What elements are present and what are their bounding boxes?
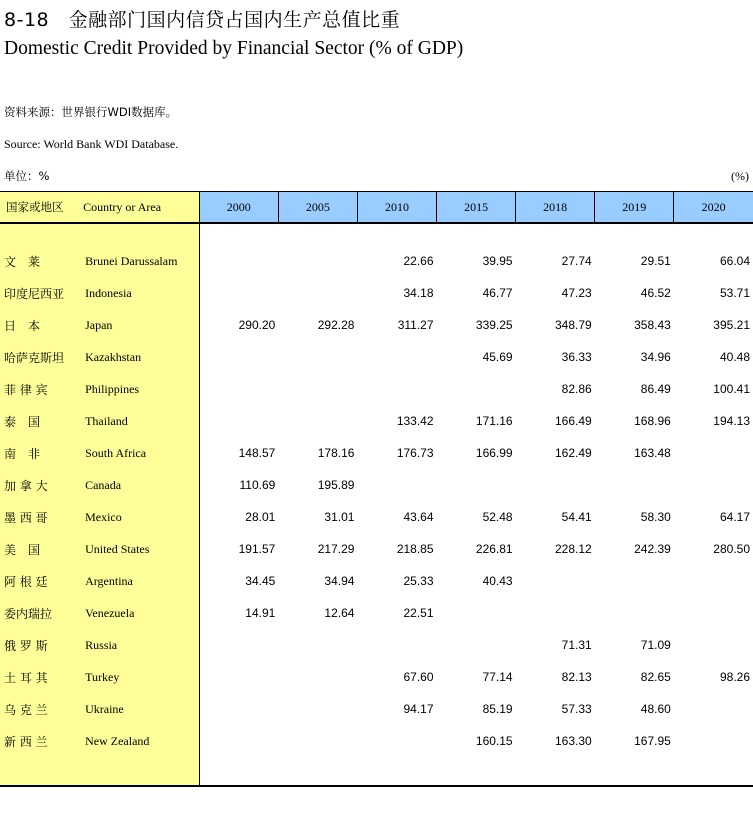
value-cell: 98.26 <box>719 670 750 684</box>
table-row <box>0 437 753 469</box>
value-cell: 110.69 <box>239 478 276 492</box>
value-cell: 194.13 <box>713 414 750 428</box>
country-name-en: Japan <box>82 309 199 341</box>
country-name-cn: 印度尼西亚 <box>0 277 82 309</box>
value-cell <box>278 245 357 277</box>
country-name-en: Brunei Darussalam <box>82 245 199 277</box>
country-name-en: New Zealand <box>82 725 199 757</box>
value-cell <box>595 597 674 629</box>
value-cell: 14.91 <box>245 606 276 620</box>
unit-label: 单位：% <box>4 169 50 183</box>
value-cell: 290.20 <box>238 318 276 332</box>
country-name-cn: 俄 罗 斯 <box>0 629 82 661</box>
value-cell: 163.48 <box>634 446 671 460</box>
value-cell: 195.89 <box>317 478 355 492</box>
value-cell: 166.49 <box>555 414 592 428</box>
country-name-en: Kazakhstan <box>82 341 199 373</box>
value-cell <box>357 341 436 373</box>
header-country-cn: 国家或地区 <box>0 192 82 224</box>
spacer-cell <box>199 757 753 786</box>
value-cell: 191.57 <box>238 542 276 556</box>
table-row <box>0 597 753 629</box>
value-cell: 94.17 <box>403 702 434 716</box>
value-cell: 171.16 <box>475 414 513 428</box>
value-cell <box>278 725 357 757</box>
value-cell: 46.77 <box>482 286 513 300</box>
table-row <box>0 661 753 693</box>
value-cell <box>278 629 357 661</box>
value-cell: 12.64 <box>324 606 355 620</box>
country-name-en: Thailand <box>82 405 199 437</box>
spacer-cell <box>82 757 199 786</box>
country-name-cn: 新 西 兰 <box>0 725 82 757</box>
country-name-en: Philippines <box>82 373 199 405</box>
value-cell: 242.39 <box>634 542 671 556</box>
value-cell <box>674 725 753 757</box>
value-cell <box>437 373 516 405</box>
value-cell: 160.15 <box>475 734 513 748</box>
value-cell: 85.19 <box>482 702 513 716</box>
value-cell <box>278 341 357 373</box>
value-cell: 48.60 <box>640 702 671 716</box>
value-cell: 39.95 <box>482 254 513 268</box>
value-cell <box>674 469 753 501</box>
header-year: 2015 <box>437 192 516 224</box>
header-row <box>0 192 753 224</box>
value-cell <box>357 629 436 661</box>
country-name-cn: 委内瑞拉 <box>0 597 82 629</box>
value-cell: 47.23 <box>561 286 592 300</box>
value-cell: 52.48 <box>482 510 513 524</box>
value-cell: 86.49 <box>640 382 671 396</box>
value-cell: 178.16 <box>317 446 355 460</box>
page-title-cn: 8-18 金融部门国内信贷占国内生产总值比重 <box>4 9 401 31</box>
value-cell: 27.74 <box>561 254 592 268</box>
value-cell: 228.12 <box>555 542 592 556</box>
country-name-en: Venezuela <box>82 597 199 629</box>
value-cell: 25.33 <box>403 574 434 588</box>
country-name-cn: 文 莱 <box>0 245 82 277</box>
country-name-en: Mexico <box>82 501 199 533</box>
table-row <box>0 629 753 661</box>
unit-symbol: (%) <box>731 169 749 183</box>
value-cell <box>674 629 753 661</box>
value-cell <box>674 437 753 469</box>
value-cell: 176.73 <box>396 446 434 460</box>
value-cell: 100.41 <box>713 382 750 396</box>
value-cell <box>278 373 357 405</box>
value-cell: 133.42 <box>396 414 434 428</box>
value-cell: 82.86 <box>561 382 592 396</box>
value-cell <box>199 405 278 437</box>
country-name-en: Canada <box>82 469 199 501</box>
value-cell: 36.33 <box>561 350 592 364</box>
country-name-cn: 菲 律 宾 <box>0 373 82 405</box>
value-cell: 77.14 <box>482 670 513 684</box>
value-cell: 58.30 <box>640 510 671 524</box>
value-cell <box>199 693 278 725</box>
value-cell: 166.99 <box>475 446 513 460</box>
value-cell: 167.95 <box>634 734 671 748</box>
country-name-en: Argentina <box>82 565 199 597</box>
value-cell <box>199 245 278 277</box>
value-cell: 22.66 <box>403 254 434 268</box>
value-cell <box>437 469 516 501</box>
header-country-en: Country or Area <box>82 192 199 224</box>
value-cell <box>516 469 595 501</box>
value-cell <box>278 661 357 693</box>
table-row <box>0 469 753 501</box>
value-cell <box>199 341 278 373</box>
credit-table <box>0 191 753 787</box>
table-row <box>0 277 753 309</box>
value-cell: 395.21 <box>713 318 750 332</box>
value-cell <box>199 277 278 309</box>
table-row <box>0 405 753 437</box>
value-cell: 34.45 <box>245 574 276 588</box>
value-cell: 168.96 <box>634 414 671 428</box>
country-name-cn: 墨 西 哥 <box>0 501 82 533</box>
value-cell: 45.69 <box>482 350 513 364</box>
value-cell: 311.27 <box>397 318 434 332</box>
value-cell <box>595 469 674 501</box>
value-cell <box>278 693 357 725</box>
value-cell: 46.52 <box>640 286 671 300</box>
value-cell <box>199 373 278 405</box>
table-row <box>0 533 753 565</box>
value-cell <box>278 405 357 437</box>
value-cell: 28.01 <box>245 510 276 524</box>
country-name-cn: 美 国 <box>0 533 82 565</box>
table-row <box>0 725 753 757</box>
value-cell: 218.85 <box>396 542 434 556</box>
value-cell: 66.04 <box>719 254 750 268</box>
value-cell: 82.13 <box>561 670 592 684</box>
value-cell: 217.29 <box>317 542 355 556</box>
table-end-row <box>0 757 753 786</box>
value-cell <box>199 629 278 661</box>
country-name-cn: 加 拿 大 <box>0 469 82 501</box>
value-cell: 292.28 <box>317 318 355 332</box>
value-cell: 53.71 <box>719 286 750 300</box>
table-row <box>0 693 753 725</box>
header-year: 2010 <box>357 192 436 224</box>
table-row <box>0 501 753 533</box>
value-cell <box>199 725 278 757</box>
value-cell: 29.51 <box>640 254 671 268</box>
page-title-en: Domestic Credit Provided by Financial Sector (% of GDP) <box>4 38 464 59</box>
header-year: 2020 <box>674 192 753 224</box>
country-name-cn: 哈萨克斯坦 <box>0 341 82 373</box>
value-cell: 163.30 <box>555 734 592 748</box>
table-row <box>0 373 753 405</box>
table-row <box>0 341 753 373</box>
country-name-cn: 阿 根 廷 <box>0 565 82 597</box>
value-cell: 22.51 <box>403 606 434 620</box>
value-cell: 34.18 <box>403 286 434 300</box>
country-name-en: Russia <box>82 629 199 661</box>
value-cell <box>516 597 595 629</box>
source-note-cn: 资料来源：世界银行WDI数据库。 <box>4 105 178 119</box>
value-cell: 82.65 <box>640 670 671 684</box>
country-name-en: Turkey <box>82 661 199 693</box>
country-name-en: Indonesia <box>82 277 199 309</box>
country-name-en: Ukraine <box>82 693 199 725</box>
value-cell: 71.31 <box>561 638 592 652</box>
value-cell <box>437 629 516 661</box>
value-cell: 348.79 <box>555 318 592 332</box>
country-name-cn: 南 非 <box>0 437 82 469</box>
value-cell: 64.17 <box>719 510 750 524</box>
value-cell <box>357 469 436 501</box>
country-name-cn: 泰 国 <box>0 405 82 437</box>
country-name-cn: 乌 克 兰 <box>0 693 82 725</box>
value-cell: 54.41 <box>561 510 592 524</box>
value-cell <box>595 565 674 597</box>
value-cell: 67.60 <box>403 670 434 684</box>
value-cell: 40.43 <box>482 574 513 588</box>
value-cell <box>674 693 753 725</box>
value-cell: 339.25 <box>475 318 513 332</box>
value-cell <box>437 597 516 629</box>
value-cell <box>357 373 436 405</box>
header-year: 2005 <box>278 192 357 224</box>
value-cell: 34.96 <box>640 350 671 364</box>
country-name-en: United States <box>82 533 199 565</box>
value-cell <box>357 725 436 757</box>
value-cell: 43.64 <box>403 510 434 524</box>
spacer-cell <box>0 223 82 245</box>
header-year: 2019 <box>595 192 674 224</box>
country-name-cn: 日 本 <box>0 309 82 341</box>
spacer-cell <box>82 223 199 245</box>
value-cell: 162.49 <box>555 446 592 460</box>
value-cell <box>674 565 753 597</box>
spacer-cell <box>199 223 753 245</box>
header-year: 2000 <box>199 192 278 224</box>
value-cell: 34.94 <box>324 574 355 588</box>
table-row <box>0 565 753 597</box>
header-year: 2018 <box>516 192 595 224</box>
value-cell: 57.33 <box>561 702 592 716</box>
value-cell <box>199 661 278 693</box>
country-name-en: South Africa <box>82 437 199 469</box>
value-cell <box>516 565 595 597</box>
spacer-row <box>0 223 753 245</box>
value-cell: 148.57 <box>238 446 276 460</box>
value-cell <box>278 277 357 309</box>
value-cell: 31.01 <box>324 510 355 524</box>
source-note-en: Source: World Bank WDI Database. <box>4 137 179 151</box>
value-cell: 226.81 <box>475 542 513 556</box>
table-row <box>0 309 753 341</box>
country-name-cn: 土 耳 其 <box>0 661 82 693</box>
value-cell: 71.09 <box>640 638 671 652</box>
value-cell: 358.43 <box>634 318 671 332</box>
spacer-cell <box>0 757 82 786</box>
value-cell: 40.48 <box>719 350 750 364</box>
value-cell: 280.50 <box>713 542 750 556</box>
value-cell <box>674 597 753 629</box>
table-row <box>0 245 753 277</box>
